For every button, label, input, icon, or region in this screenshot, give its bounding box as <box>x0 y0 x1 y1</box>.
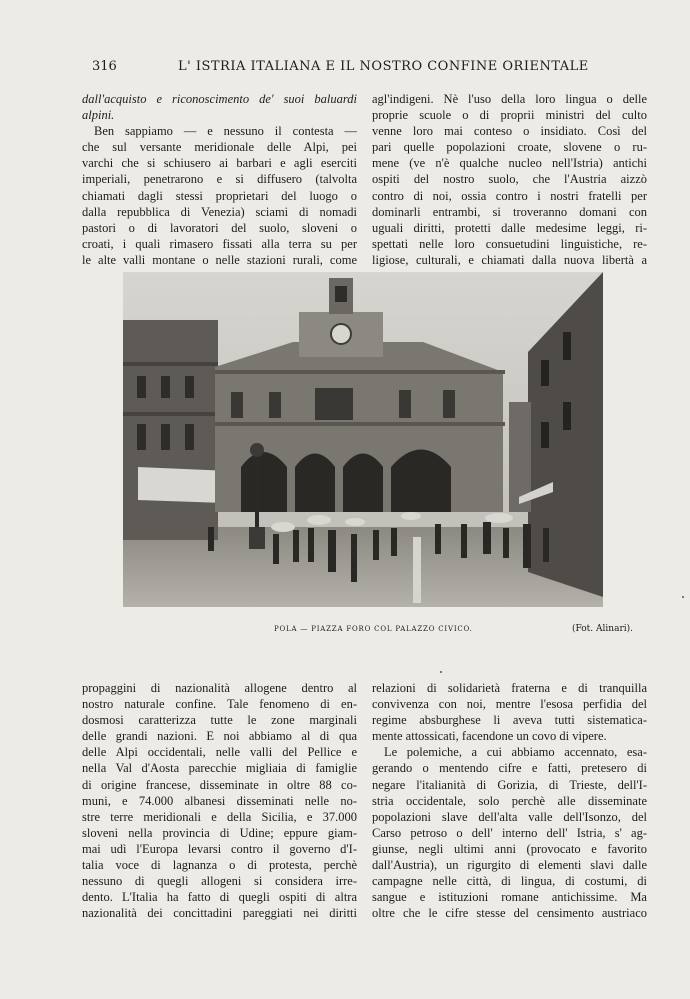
photo-credit: (Fot. Alinari). <box>572 624 633 634</box>
text-line: delle Alpi occidentali, nelle valli del Pellice e <box>82 745 357 760</box>
text-line: croati, i quali rimasero fissati alla terra su per <box>82 236 357 251</box>
page-number: 316 <box>92 59 117 74</box>
text-line: dall'Austria), un rigurgito di elementi slavi dalle <box>372 858 647 873</box>
running-title: L' ISTRIA ITALIANA E IL NOSTRO CONFINE ORIENTALE <box>178 59 589 74</box>
paper-speck <box>682 596 684 598</box>
text-column-top-left <box>82 91 357 268</box>
text-line: relazioni di solidarietà fraterna e di tranquilla <box>372 681 647 695</box>
text-line: agl'indigeni. Nè l'uso della loro lingua o delle <box>372 92 647 106</box>
photo-piazza-foro <box>123 272 603 607</box>
text-line: che sul versante meridionale delle Alpi, pei <box>82 140 357 155</box>
text-line: Le polemiche, a cui abbiamo accennato, esa- <box>384 745 647 760</box>
text-line: mai udì l'Europa levarsi contro il governo d'I- <box>82 841 357 856</box>
text-line: uguali diritti, protetti dalle medesime leggi, ri- <box>372 220 647 235</box>
text-line: Ben sappiamo — e nessuno il contesta — <box>94 124 357 139</box>
text-line: stre terre meridionali e della Sicilia, e 37.000 <box>82 809 357 824</box>
text-line: regime absburghese li aveva tutti sistematica- <box>372 713 647 728</box>
text-line: contro di noi, ossia contro i nostri fratelli per <box>372 188 647 203</box>
text-line: imperiali, penetrarono e si diffusero (talvolta <box>82 172 357 187</box>
text-line: sloveni nella provincia di Udine; eppure giam- <box>82 825 357 840</box>
text-line: dosmosi caratterizza tutte le zone marginali <box>82 713 357 728</box>
text-line: mene (ve n'è qualche nucleo nell'Istria) antichi <box>372 156 647 171</box>
text-column-bottom-left <box>82 680 357 921</box>
text-line: nessuno di quegli allogeni si considera irre- <box>82 874 357 889</box>
text-line: muni, e 74.000 albanesi disseminati nelle no- <box>82 793 357 808</box>
text-line: dominarli entrambi, si troveranno domani con <box>372 204 647 219</box>
text-line: talia voce di lagnanza o di protesta, perchè <box>82 858 357 873</box>
text-line: dento. L'Italia ha fatto di quegli ospiti di altra <box>82 890 357 905</box>
text-line: ospiti del nostro suolo, che l'Austria aizzò <box>372 172 647 187</box>
text-line: spettati nelle loro consuetudini linguistiche, re- <box>372 236 647 251</box>
text-line: convivenza con noi, mentre l'esosa perfidia del <box>372 697 647 712</box>
text-line: alpini. <box>82 108 115 123</box>
text-line: propaggini di nazionalità allogene dentro al <box>82 681 357 695</box>
text-line: delle grandi nazioni. E noi abbiamo al di qua <box>82 729 357 744</box>
text-line: di origine francese, disseminate in oltre 88 co- <box>82 777 357 792</box>
text-line: nella Val d'Aosta parecchie migliaia di famiglie <box>82 761 357 776</box>
text-column-top-right <box>372 91 647 268</box>
text-line: Carso petroso o dell' interno dell' Istria, s' ag- <box>372 825 647 840</box>
text-line: sangue e istituzioni romane antichissime. Ma <box>372 890 647 905</box>
text-line: mente attossicati, facendone un covo di vipere. <box>372 729 607 744</box>
photo-caption: POLA — PIAZZA FORO COL PALAZZO CIVICO. <box>274 625 473 633</box>
text-line: pastori o di lavoratori del suolo, sloveni o <box>82 220 357 235</box>
text-line: nostro naturale confine. Tale fenomeno di en- <box>82 697 357 712</box>
text-line: venne loro mai conteso o insidiato. Così del <box>372 124 647 139</box>
text-line: campagne nelle città, di lingua, di costumi, di <box>372 874 647 889</box>
text-line: popolazioni slave dell'alta valle dell'Isonzo, del <box>372 809 647 824</box>
text-line: dall'acquisto e riconoscimento de' suoi baluardi <box>82 92 357 106</box>
text-line: chiamati dagli stessi proprietari del luogo o <box>82 188 357 203</box>
text-line: ligiose, culturali, e chiamati dalla nuova libertà a <box>372 252 647 267</box>
paper-speck <box>440 671 442 673</box>
page-header <box>92 59 589 77</box>
text-column-bottom-right <box>372 680 647 921</box>
piazza-photo-illustration <box>123 272 603 607</box>
text-line: pari quelle popolazioni croate, slovene o ru- <box>372 140 647 155</box>
text-line: stria occidentale, solo perchè alle disseminate <box>372 793 647 808</box>
text-line: nazionalità dei concittadini pareggiati nei diritti <box>82 906 357 921</box>
text-line: oltre che le cifre stesse del censimento austriaco <box>372 906 647 921</box>
text-line: gerando o mentendo cifre e fatti, pretesero di <box>372 761 647 776</box>
text-line: proprie scuole o di proprii ministri del culto <box>372 108 647 123</box>
text-line: giunse, negli ultimi anni (provocato e favorito <box>372 841 647 856</box>
text-line: dalla repubblica di Venezia) sciami di nomadi <box>82 204 357 219</box>
text-line: negare l'italianità di Gorizia, di Trieste, dell'I- <box>372 777 647 792</box>
text-line: varchi che si schiusero ai barbari e agli eserciti <box>82 156 357 171</box>
text-line: le alte valli montane o nelle stazioni rurali, come <box>82 252 357 267</box>
